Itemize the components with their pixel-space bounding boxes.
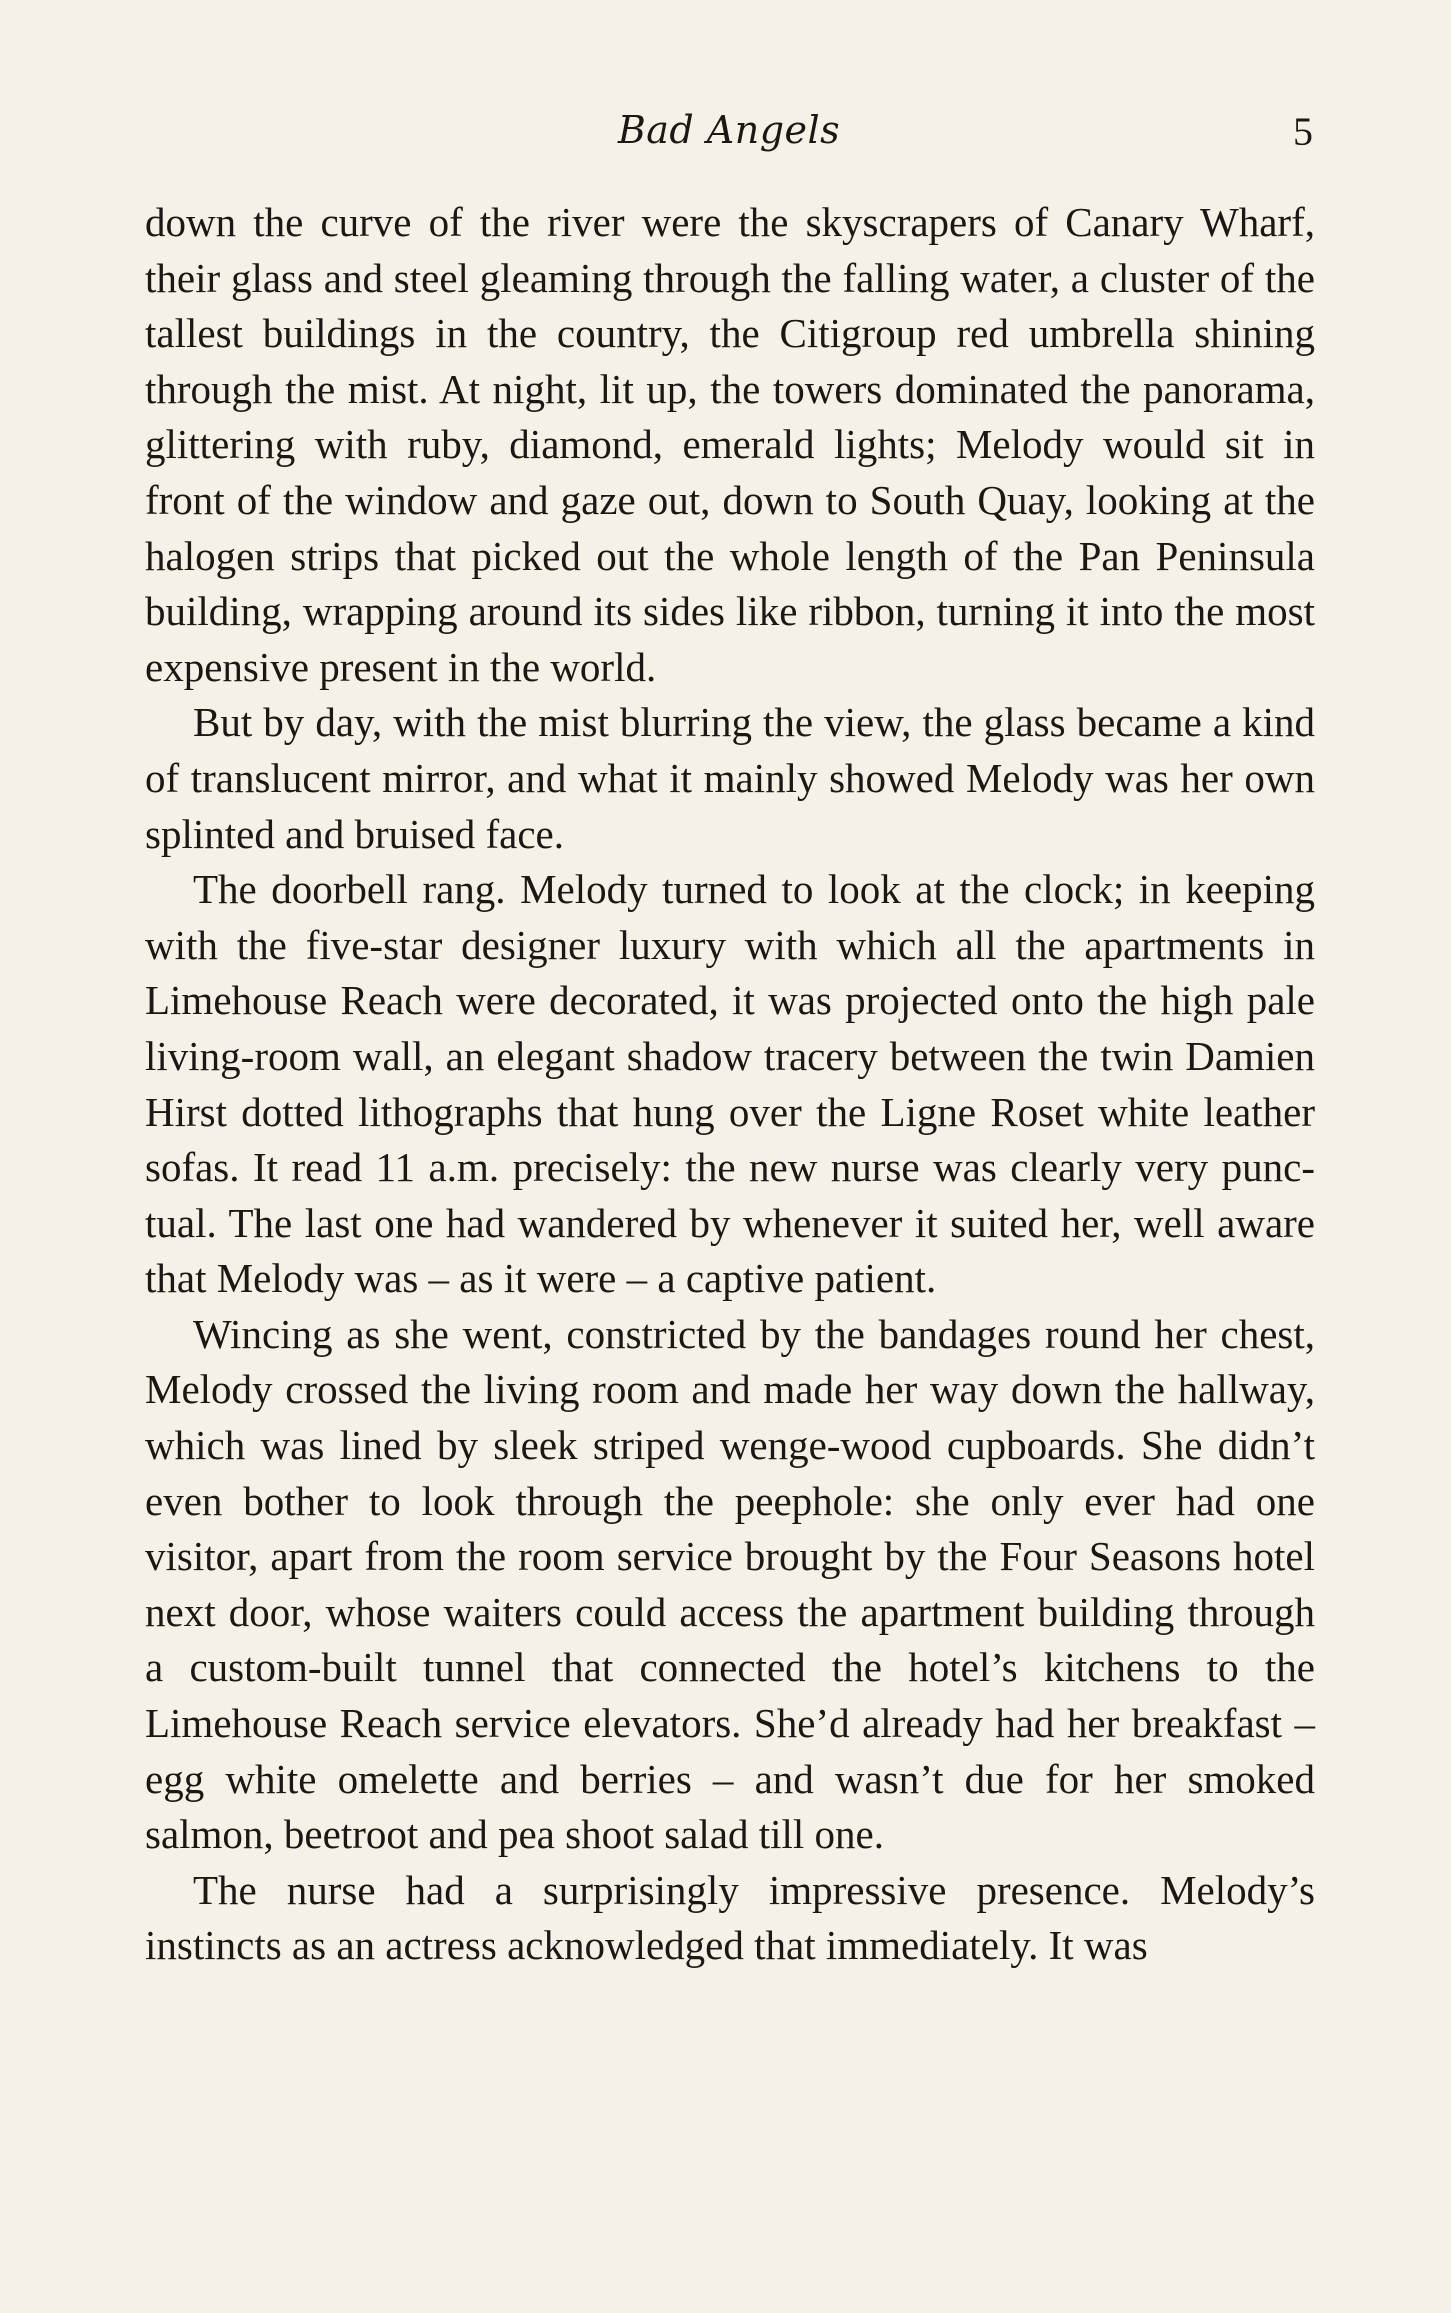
paragraph: The doorbell rang. Melody turned to look at the clock; in keeping with the five-star designer luxury with which all the apartments in Limehouse Reach were decorated, it was projected onto the high pale living-room wall, an elegant shadow tracery between the twin Damien Hirst dotted lithographs that hung over the Ligne Roset white leather sofas. It read 11 a.m. precisely: the new nurse was clearly very punctual. The last one had wandered by whenever it suited her, well aware that Melody was – as it were – a captive patient. [145,866,1315,1302]
page-header [145,108,1313,164]
page-number: 5 [1293,109,1313,154]
paragraph: down the curve of the river were the skyscrapers of Canary Wharf, their glass and steel gleaming through the falling water, a cluster of the tallest buildings in the country, the Citigroup red umbrella shining through the mist. At night, lit up, the towers dominated the panorama, glittering with ruby, diamond, emerald lights; Melody would sit in front of the window and gaze out, down to South Quay, looking at the halogen strips that picked out the whole length of the Pan Peninsula building, wrapping around its sides like ribbon, turning it into the most expensive present in the world. [145,199,1315,690]
body-text [145,195,1315,1974]
paragraph: The nurse had a surprisingly impressive presence. Melody’s instincts as an actress acknowledged that immediately. It was [145,1866,1315,1969]
paragraph: Wincing as she went, constricted by the bandages round her chest, Melody crossed the living room and made her way down the hallway, which was lined by sleek striped wenge-wood cupboards. She didn’t even bother to look through the peephole: she only ever had one visitor, apart from the room service brought by the Four Seasons hotel next door, whose waiters could access the apartment building through a custom-built tunnel that connected the hotel’s kitchens to the Limehouse Reach service elevators. She’d already had her breakfast – egg white omelette and berries – and wasn’t due for her smoked salmon, beetroot and pea shoot salad till one. [145,1310,1315,1858]
running-title: Bad Angels [617,108,841,152]
paragraph: But by day, with the mist blurring the view, the glass became a kind of translucent mirror, and what it mainly showed Melody was her own splinted and bruised face. [145,699,1315,857]
